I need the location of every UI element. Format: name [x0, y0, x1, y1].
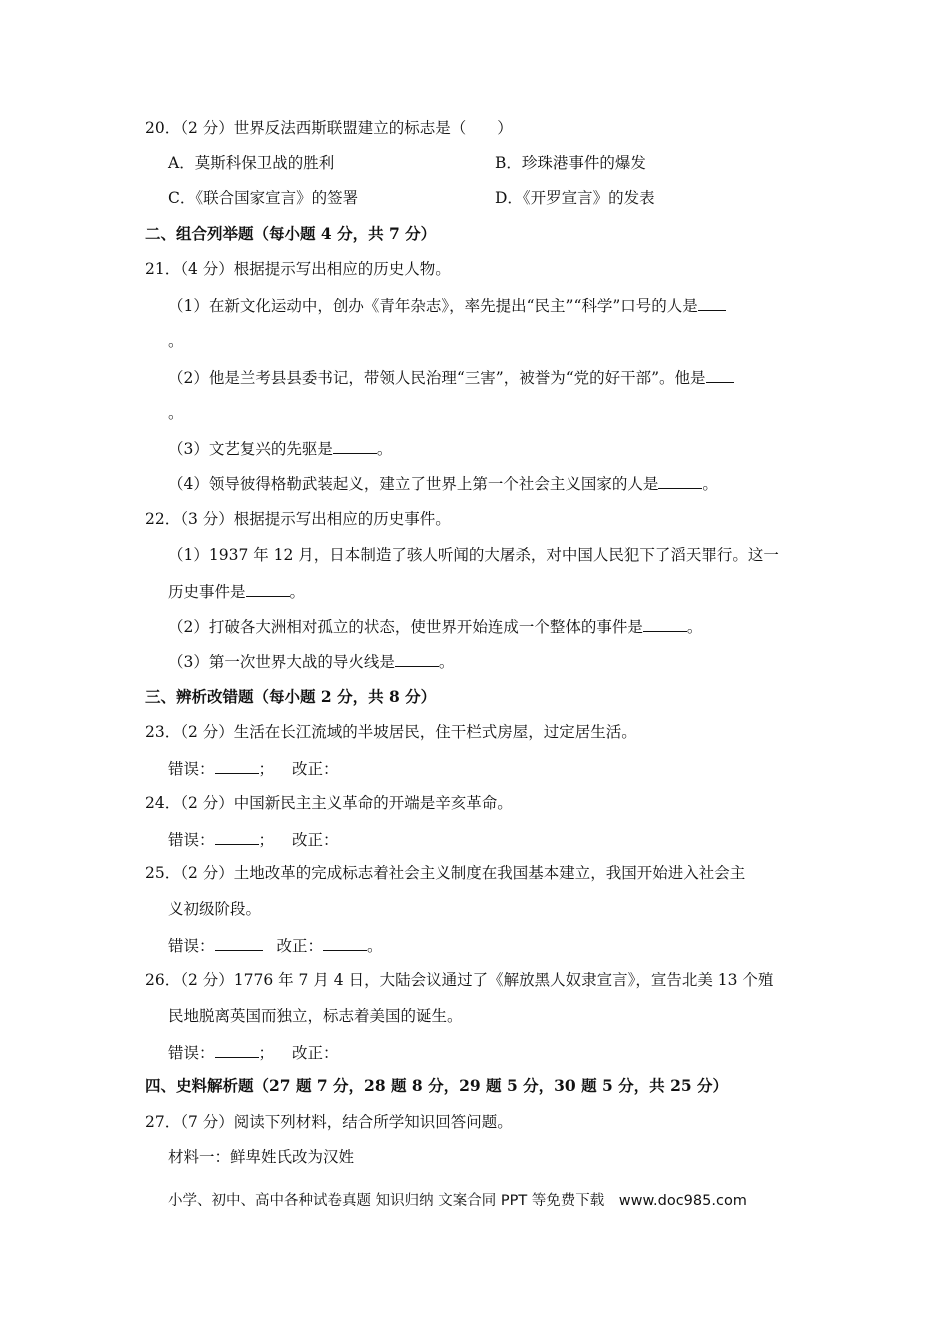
separator: ；	[258, 760, 275, 778]
question-22-stem: 22．（3 分）根据提示写出相应的历史事件。	[145, 510, 451, 528]
page-footer: 小学、初中、高中各种试卷真题 知识归纳 文案合同 PPT 等免费下载 www.doc985.com	[168, 1193, 747, 1209]
section-2-heading: 二、组合列举题（每小题 4 分，共 7 分）	[145, 224, 437, 243]
answer-blank[interactable]	[658, 472, 702, 489]
question-24-answer-line	[168, 828, 339, 851]
fix-blank[interactable]	[323, 934, 367, 951]
question-26-answer-line	[168, 1041, 339, 1064]
question-25-stem-line-2: 义初级阶段。	[168, 900, 262, 918]
question-22-part-3	[168, 650, 454, 673]
error-blank[interactable]	[215, 757, 259, 774]
question-24-stem: 24．（2 分）中国新民主主义革命的开端是辛亥革命。	[145, 794, 513, 812]
answer-end: 。	[367, 937, 383, 955]
error-label: 错误：	[168, 937, 215, 955]
question-26-stem-line-2: 民地脱离英国而独立，标志着美国的诞生。	[168, 1007, 463, 1025]
answer-blank[interactable]	[706, 366, 734, 383]
section-4-heading: 四、史料解析题（27 题 7 分，28 题 8 分，29 题 5 分，30 题 5 分，共 25 分）	[145, 1076, 729, 1095]
question-21-stem: 21．（4 分）根据提示写出相应的历史人物。	[145, 260, 451, 278]
error-label: 错误：	[168, 831, 215, 849]
question-23-answer-line	[168, 757, 339, 780]
error-blank[interactable]	[215, 1041, 259, 1058]
question-22-part-3-text: （3）第一次世界大战的导火线是	[168, 653, 395, 671]
error-label: 错误：	[168, 1044, 215, 1062]
question-25-stem-line-1: 25．（2 分）土地改革的完成标志着社会主义制度在我国基本建立，我国开始进入社会主	[145, 864, 746, 882]
question-22-part-2-text: （2）打破各大洲相对孤立的状态，使世界开始连成一个整体的事件是	[168, 618, 643, 636]
question-21-part-2-end: 。	[168, 404, 184, 422]
question-27-material-1: 材料一：鲜卑姓氏改为汉姓	[168, 1148, 355, 1166]
fix-label: 改正：	[292, 1044, 339, 1062]
question-25-answer-line	[168, 934, 383, 957]
fix-label: 改正：	[276, 937, 324, 955]
question-20-stem: 20．（2 分）世界反法西斯联盟建立的标志是（ ）	[145, 119, 513, 137]
question-22-part-2-end: 。	[686, 618, 703, 636]
question-20-option-d: D．《开罗宣言》的发表	[495, 189, 655, 207]
error-blank[interactable]	[215, 934, 263, 951]
question-21-part-3	[168, 437, 392, 460]
question-22-part-1-end: 。	[289, 583, 306, 601]
question-22-part-1-text: 历史事件是	[168, 583, 246, 601]
question-21-part-4-text: （4）领导彼得格勒武装起义，建立了世界上第一个社会主义国家的人是	[168, 475, 659, 493]
question-20-option-c: C．《联合国家宣言》的签署	[168, 189, 359, 207]
question-21-part-4	[168, 472, 718, 495]
error-blank[interactable]	[215, 828, 259, 845]
question-22-part-3-end: 。	[438, 653, 455, 671]
question-21-part-2	[168, 366, 734, 389]
question-21-part-1-text: （1）在新文化运动中，创办《青年杂志》，率先提出“民主”“科学”口号的人是	[168, 297, 698, 315]
fix-label: 改正：	[292, 831, 339, 849]
answer-blank[interactable]	[643, 615, 687, 632]
question-20-option-a: A．莫斯科保卫战的胜利	[168, 154, 335, 172]
question-23-stem: 23．（2 分）生活在长江流域的半坡居民，住干栏式房屋，过定居生活。	[145, 723, 637, 741]
fix-label: 改正：	[292, 760, 339, 778]
separator: ；	[258, 1044, 275, 1062]
question-27-stem: 27．（7 分）阅读下列材料，结合所学知识回答问题。	[145, 1113, 513, 1131]
answer-blank[interactable]	[395, 650, 439, 667]
question-26-stem-line-1: 26．（2 分）1776 年 7 月 4 日，大陆会议通过了《解放黑人奴隶宣言》，宣告北美 13 个殖	[145, 971, 774, 989]
question-21-part-4-end: 。	[702, 475, 718, 493]
separator: ；	[258, 831, 275, 849]
answer-blank[interactable]	[698, 294, 726, 311]
question-20-option-b: B．珍珠港事件的爆发	[495, 154, 646, 172]
section-3-heading: 三、辨析改错题（每小题 2 分，共 8 分）	[145, 687, 437, 706]
question-22-part-1-line-2	[168, 580, 305, 603]
question-21-part-3-text: （3）文艺复兴的先驱是	[168, 440, 333, 458]
answer-blank[interactable]	[246, 580, 290, 597]
question-22-part-2	[168, 615, 702, 638]
error-label: 错误：	[168, 760, 215, 778]
question-21-part-1-end: 。	[168, 332, 184, 350]
answer-blank[interactable]	[333, 437, 377, 454]
question-22-part-1-line-1: （1）1937 年 12 月，日本制造了骇人听闻的大屠杀，对中国人民犯下了滔天罪行。这一	[168, 546, 779, 564]
question-21-part-2-text: （2）他是兰考县县委书记，带领人民治理“三害”，被誉为“党的好干部”。他是	[168, 369, 706, 387]
question-21-part-3-end: 。	[376, 440, 393, 458]
question-21-part-1	[168, 294, 726, 317]
